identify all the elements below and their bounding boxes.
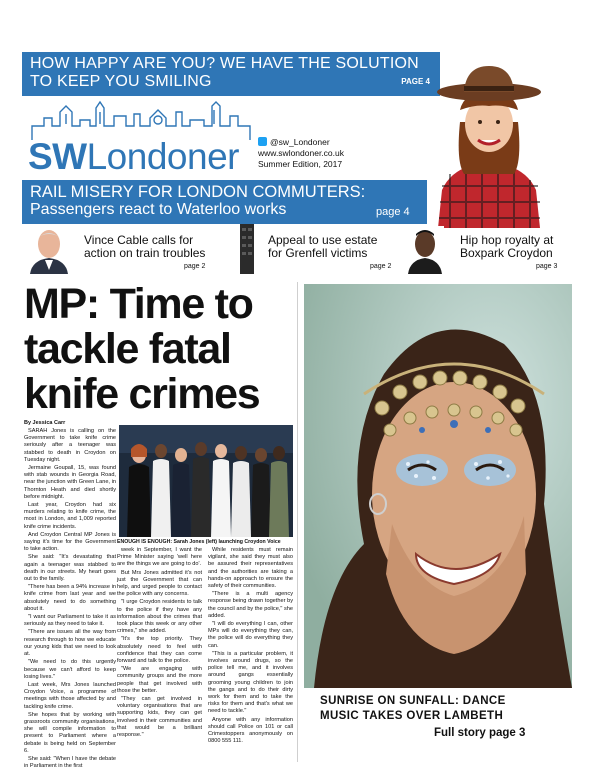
paragraph: "I urge Croydon residents to talk to the police if they have any information about the crimes that took place this week or any other crimes," she added.	[117, 599, 202, 635]
website-link[interactable]: www.swlondoner.co.uk	[258, 148, 344, 158]
twitter-handle-row[interactable]	[258, 137, 344, 148]
top-banner-headline-line2: TO KEEP YOU SMILING	[30, 73, 212, 90]
teaser-3-line1: Hip hop royalty at	[460, 233, 554, 247]
teaser-2-line1: Appeal to use estate	[268, 233, 378, 247]
teaser-3-page: page 3	[536, 263, 558, 270]
festival-dancer-photo[interactable]	[304, 284, 572, 688]
masthead-sw: SW	[28, 136, 87, 177]
twitter-icon	[258, 137, 267, 146]
paragraph: "They can get involved in voluntary organisations that are supporting kids, they can get involved in their communities and that would be a brilliant response."	[117, 696, 202, 739]
headline-line1: MP: Time to	[24, 280, 253, 328]
teaser-1-line1: Vince Cable calls for	[84, 233, 194, 247]
paragraph: "I will do everything I can, other MPs will do everything they can, the police will do everything they can.	[208, 621, 293, 649]
teaser-grenfell[interactable]	[230, 226, 410, 274]
paragraph: But Mrs Jones admitted it's not just the Government that can help, and urged people to contact the police with any concerns.	[117, 569, 202, 598]
masthead-title[interactable]	[28, 136, 239, 178]
main-headline[interactable]	[24, 282, 294, 417]
paragraph: She said: "When I have the debate in Parliament in the first	[24, 755, 116, 770]
paragraph: She said: "It's devastating that again a teenager was stabbed to death in our streets. My heart goes out to the family.	[24, 554, 116, 583]
vince-cable-photo	[26, 226, 72, 274]
paragraph: SARAH Jones is calling on the Government to take knife crime seriously after a teenager was stabbed to death in Croydon on Tuesday night.	[24, 428, 116, 463]
paragraph: Jermaine Goupall, 15, was found with stab wounds in Georgia Road, near the junction with Green Lane, in Thornton Heath and died shortly before midnight.	[24, 465, 116, 500]
story-column-3	[208, 547, 293, 759]
paragraph: "I want our Parliament to take it as seriously as they need to take it.	[24, 614, 116, 628]
paragraph: Last year, Croydon had six murders relating to knife crime, the most in London, and 1,009 reported knife crime incidents.	[24, 502, 116, 530]
top-banner-headline-line1: HOW HAPPY ARE YOU? WE HAVE THE SOLUTION	[30, 55, 419, 72]
paragraph: While residents must remain vigilant, she said they must also be assured their representatives and the authorities are taking a hands-on approach to ensure the safety of their communities.	[208, 547, 293, 590]
tower-block-photo	[236, 224, 258, 274]
teaser-hip-hop[interactable]	[402, 226, 562, 274]
teaser-3-line2: Boxpark Croydon	[460, 246, 553, 260]
paragraph: "There are issues all the way from research through to how we educate our young kids that we need to look at.	[24, 629, 116, 658]
paragraph: "This is a particular problem, it involves around drugs, so the police tell me, and it involves around gangs essentially grooming young children to join the gangs and to do their dirty work for them and to take the risks for them and that's what we need to tackle."	[208, 650, 293, 715]
hip-hop-artist-photo	[406, 226, 444, 274]
cover-woman-photo[interactable]	[420, 62, 558, 228]
teaser-2-page: page 2	[370, 263, 392, 270]
paragraph: Last week, Mrs Jones launched Croydon Voice, a programme of meetings with those affected by and tackling knife crime.	[24, 681, 116, 710]
paragraph: "It's the top priority. They absolutely need to feel with confidence that they can come forward and talk to the police.	[117, 636, 202, 665]
teaser-2-line2: for Grenfell victims	[268, 246, 368, 260]
paragraph: She hopes that by working with grassroots community organisations, she will compile information to present to Parliament where a debate is being held on September 6.	[24, 711, 116, 754]
feature-headline-line2[interactable]: MUSIC TAKES OVER LAMBETH	[320, 710, 504, 722]
twitter-handle: @sw_Londoner	[270, 137, 330, 147]
top-banner[interactable]	[22, 52, 440, 96]
feature-headline-line1[interactable]: SUNRISE ON SUNFALL: DANCE	[320, 695, 506, 707]
story-column-1	[24, 428, 116, 770]
masthead-londoner: Londoner	[86, 136, 239, 177]
paragraph: week in September, I want the Prime Minister saying 'well here are the things we are going to do'.	[117, 547, 202, 568]
teaser-1-line2: action on train troubles	[84, 246, 206, 260]
paragraph: "There has been a 94% increase in knife crime from last year and we absolutely need to do something about it.	[24, 584, 116, 612]
rail-banner-page-ref: page 4	[376, 206, 410, 218]
rail-banner[interactable]	[22, 180, 427, 224]
paragraph: "There is a multi agency response being drawn together by the council and by the police," she added.	[208, 591, 293, 619]
sarah-jones-group-photo[interactable]	[119, 425, 293, 537]
teaser-strip	[22, 226, 562, 274]
top-banner-page-ref: PAGE 4	[401, 77, 430, 86]
masthead-info	[258, 137, 344, 170]
byline: By Jessica Carr	[24, 420, 66, 426]
rail-banner-subheadline: Passengers react to Waterloo works	[30, 201, 287, 218]
column-divider	[297, 282, 298, 762]
teaser-vince-cable[interactable]	[22, 226, 212, 274]
paragraph: Anyone with any information should call Police on 101 or call Crimestoppers anonymously on 0800 555 111.	[208, 716, 293, 745]
edition-label: Summer Edition, 2017	[258, 159, 343, 169]
headline-line2: tackle fatal	[24, 325, 231, 373]
rail-banner-headline: RAIL MISERY FOR LONDON COMMUTERS:	[30, 183, 366, 201]
teaser-1-page: page 2	[184, 263, 206, 270]
story-column-2	[117, 547, 202, 759]
paragraph: And Croydon Central MP Jones is saying it's time for the Government to take action.	[24, 531, 116, 553]
headline-line3: knife crimes	[24, 370, 260, 418]
feature-page-ref[interactable]: Full story page 3	[434, 727, 526, 739]
photo-caption: ENOUGH IS ENOUGH: Sarah Jones (left) launching Croydon Voice	[117, 539, 281, 545]
paragraph: "We are engaging with community groups and the more people that get involved with those the better.	[117, 666, 202, 694]
paragraph: "We need to do this urgently because we can't afford to keep losing lives."	[24, 659, 116, 680]
